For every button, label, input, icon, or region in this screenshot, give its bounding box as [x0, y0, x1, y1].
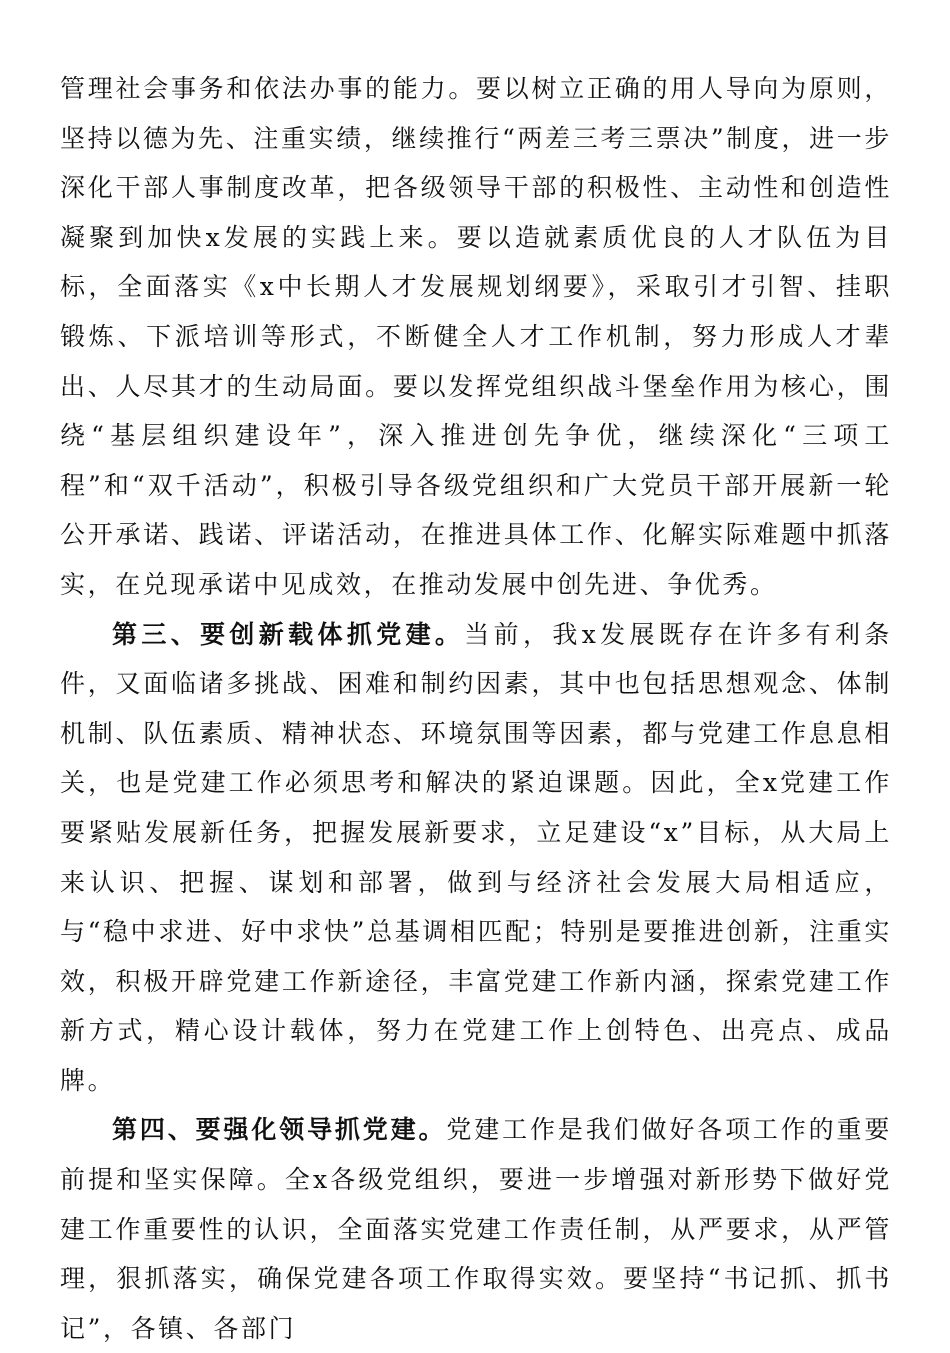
paragraph-section-four [60, 1105, 892, 1353]
paragraph-1-text: 管理社会事务和依法办事的能力。要以树立正确的用人导向为原则，坚持以德为先、注重实绩，继续推行“两差三考三票决”制度，进一步深化干部人事制度改革，把各级领导干部的积极性、主动性和创造性凝聚到加快x发展的实践上来。要以造就素质优良的人才队伍为目标，全面落实《x中长期人才发展规划纲要》，采取引才引智、挂职锻炼、下派培训等形式，不断健全人才工作机制，努力形成人才辈出、人尽其才的生动局面。要以发挥党组织战斗堡垒作用为核心，围绕“基层组织建设年”，深入推进创先争优，继续深化“三项工程”和“双千活动”，积极引导各级党组织和广大党员干部开展新一轮公开承诺、践诺、评诺活动，在推进具体工作、化解实际难题中抓落实，在兑现承诺中见成效，在推动发展中创先进、争优秀。 [60, 74, 892, 599]
section-three-heading: 第三、要创新载体抓党建。 [112, 619, 465, 649]
paragraph-3-text: 党建工作是我们做好各项工作的重要前提和坚实保障。全x各级党组织，要进一步增强对新形势下做好党建工作重要性的认识，全面落实党建工作责任制，从严要求，从严管理，狠抓落实，确保党建各项工作取得实效。要坚持“书记抓、抓书记”，各镇、各部门 [60, 1115, 893, 1343]
paragraph-section-three [60, 610, 892, 1106]
paragraph-2-text: 当前，我x发展既存在许多有利条件，又面临诸多挑战、困难和制约因素，其中也包括思想观念、体制机制、队伍素质、精神状态、环境氛围等因素，都与党建工作息息相关，也是党建工作必须思考和解决的紧迫课题。因此，全x党建工作要紧贴发展新任务，把握发展新要求，立足建设“x”目标，从大局上来认识、把握、谋划和部署，做到与经济社会发展大局相适应，与“稳中求进、好中求快”总基调相匹配；特别是要推进创新，注重实效，积极开辟党建工作新途径，丰富党建工作新内涵，探索党建工作新方式，精心设计载体，努力在党建工作上创特色、出亮点、成品牌。 [60, 619, 892, 1095]
paragraph-continuation [60, 64, 892, 610]
section-four-heading: 第四、要强化领导抓党建。 [112, 1115, 447, 1145]
